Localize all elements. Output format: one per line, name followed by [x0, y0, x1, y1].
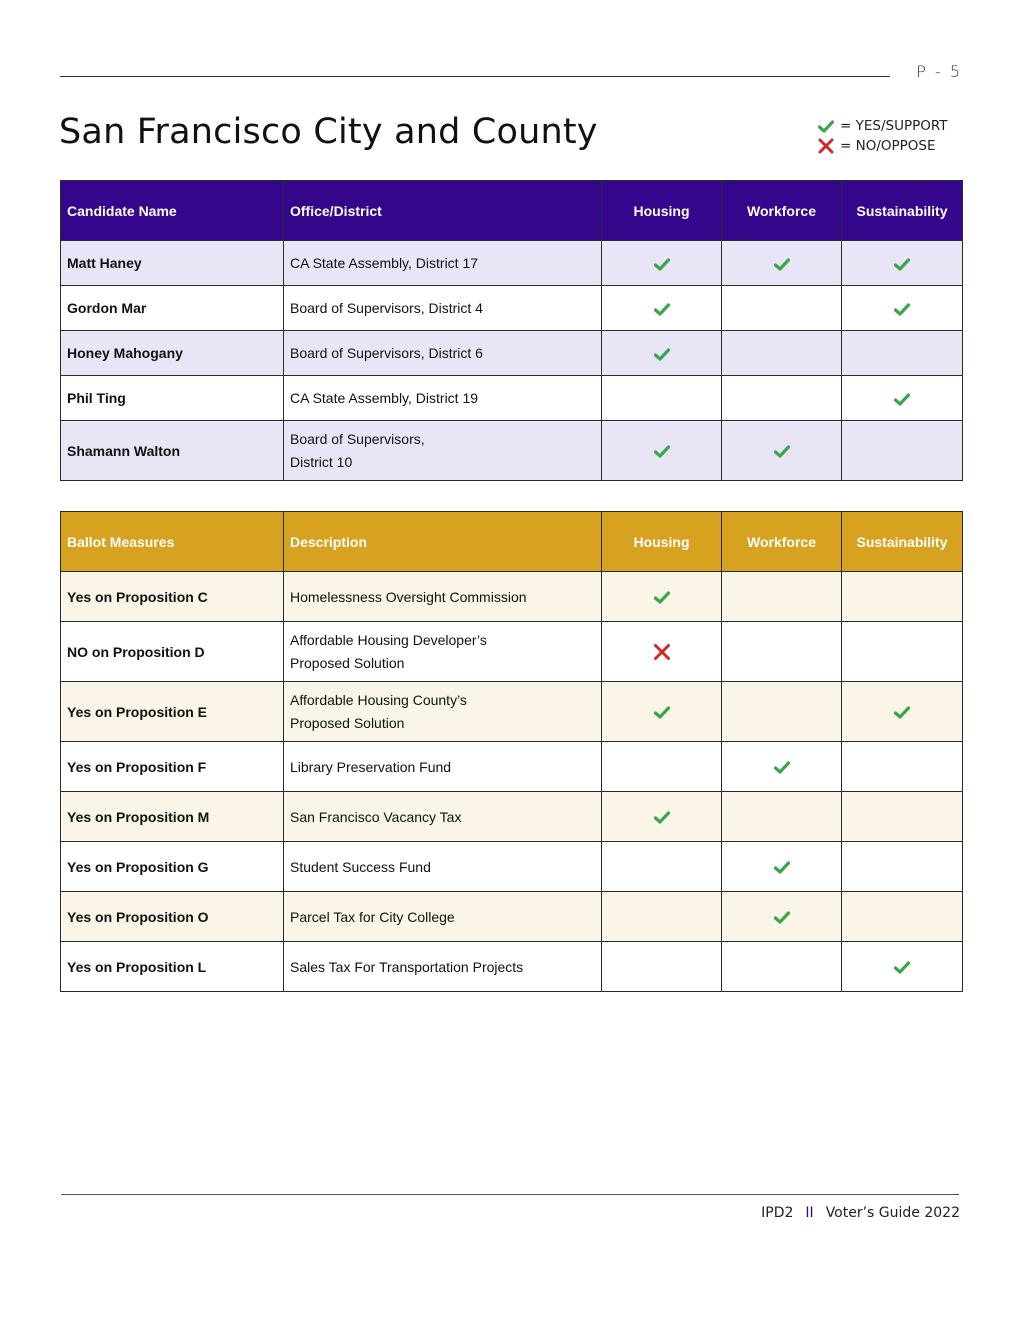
office-line: District 10	[290, 453, 353, 470]
col-housing: Housing	[602, 181, 722, 241]
measure-name: Yes on Proposition F	[61, 742, 284, 792]
ballot-measures-table	[60, 511, 963, 992]
legend-yes-label: = YES/SUPPORT	[840, 118, 948, 134]
legend	[815, 116, 948, 156]
candidate-name: Matt Haney	[61, 241, 284, 286]
housing-cell	[602, 421, 722, 481]
sustainability-cell	[842, 286, 963, 331]
page-number: P - 5	[916, 62, 962, 81]
header-rule	[60, 76, 890, 77]
office-line: Board of Supervisors,	[290, 430, 425, 447]
workforce-cell	[722, 376, 842, 421]
workforce-cell	[722, 572, 842, 622]
sustainability-cell	[842, 331, 963, 376]
housing-cell	[602, 892, 722, 942]
workforce-cell	[722, 241, 842, 286]
sustainability-cell	[842, 792, 963, 842]
sustainability-cell	[842, 622, 963, 682]
check-icon	[654, 348, 670, 361]
table-row	[61, 622, 963, 682]
check-icon	[894, 258, 910, 271]
footer-guide: Voter’s Guide 2022	[825, 1205, 960, 1221]
housing-cell	[602, 572, 722, 622]
measure-name: Yes on Proposition L	[61, 942, 284, 992]
footer-org: IPD2	[761, 1205, 794, 1221]
check-icon	[654, 591, 670, 604]
measure-description	[284, 682, 602, 742]
measure-description: San Francisco Vacancy Tax	[284, 792, 602, 842]
candidate-name: Shamann Walton	[61, 421, 284, 481]
candidates-table	[60, 180, 963, 481]
description-line: Affordable Housing County’s	[290, 691, 467, 708]
measure-name: Yes on Proposition M	[61, 792, 284, 842]
table-row	[61, 376, 963, 421]
check-icon	[894, 303, 910, 316]
col-housing: Housing	[602, 512, 722, 572]
housing-cell	[602, 792, 722, 842]
measure-description: Homelessness Oversight Commission	[284, 572, 602, 622]
measure-description: Sales Tax For Transportation Projects	[284, 942, 602, 992]
col-workforce: Workforce	[722, 181, 842, 241]
check-icon	[894, 393, 910, 406]
candidate-office	[284, 421, 602, 481]
workforce-cell	[722, 892, 842, 942]
check-icon	[774, 911, 790, 924]
workforce-cell	[722, 421, 842, 481]
measure-name: Yes on Proposition O	[61, 892, 284, 942]
candidate-office: CA State Assembly, District 17	[284, 241, 602, 286]
housing-cell	[602, 942, 722, 992]
footer-separator: II	[805, 1205, 814, 1221]
description-line: Affordable Housing Developer’s	[290, 631, 487, 648]
candidates-header-row	[61, 181, 963, 241]
check-icon	[654, 303, 670, 316]
footer-rule	[61, 1194, 959, 1195]
housing-cell	[602, 331, 722, 376]
workforce-cell	[722, 622, 842, 682]
workforce-cell	[722, 286, 842, 331]
housing-cell	[602, 241, 722, 286]
candidate-office: CA State Assembly, District 19	[284, 376, 602, 421]
workforce-cell	[722, 331, 842, 376]
measure-name: Yes on Proposition G	[61, 842, 284, 892]
sustainability-cell	[842, 892, 963, 942]
sustainability-cell	[842, 842, 963, 892]
housing-cell	[602, 622, 722, 682]
candidate-office: Board of Supervisors, District 6	[284, 331, 602, 376]
housing-cell	[602, 742, 722, 792]
table-row	[61, 241, 963, 286]
description-line: Proposed Solution	[290, 654, 405, 671]
check-icon	[654, 706, 670, 719]
table-row	[61, 892, 963, 942]
candidate-name: Gordon Mar	[61, 286, 284, 331]
workforce-cell	[722, 682, 842, 742]
check-icon	[774, 761, 790, 774]
legend-no-label: = NO/OPPOSE	[840, 138, 936, 154]
table-row	[61, 942, 963, 992]
housing-cell	[602, 842, 722, 892]
candidate-name: Phil Ting	[61, 376, 284, 421]
table-row	[61, 842, 963, 892]
measure-name: Yes on Proposition E	[61, 682, 284, 742]
candidate-name: Honey Mahogany	[61, 331, 284, 376]
col-sustainability: Sustainability	[842, 181, 963, 241]
measure-description: Student Success Fund	[284, 842, 602, 892]
check-icon	[654, 445, 670, 458]
measure-description: Library Preservation Fund	[284, 742, 602, 792]
measure-name: NO on Proposition D	[61, 622, 284, 682]
workforce-cell	[722, 942, 842, 992]
check-icon	[654, 258, 670, 271]
workforce-cell	[722, 742, 842, 792]
sustainability-cell	[842, 572, 963, 622]
sustainability-cell	[842, 742, 963, 792]
sustainability-cell	[842, 942, 963, 992]
housing-cell	[602, 286, 722, 331]
col-workforce: Workforce	[722, 512, 842, 572]
col-candidate-name: Candidate Name	[61, 181, 284, 241]
legend-no	[815, 136, 948, 156]
table-row	[61, 742, 963, 792]
legend-yes	[815, 116, 948, 136]
table-row	[61, 286, 963, 331]
workforce-cell	[722, 792, 842, 842]
measures-header-row	[61, 512, 963, 572]
measure-name: Yes on Proposition C	[61, 572, 284, 622]
sustainability-cell	[842, 376, 963, 421]
table-row	[61, 331, 963, 376]
check-icon	[894, 961, 910, 974]
housing-cell	[602, 376, 722, 421]
table-row	[61, 682, 963, 742]
col-office-district: Office/District	[284, 181, 602, 241]
col-ballot-measures: Ballot Measures	[61, 512, 284, 572]
table-row	[61, 572, 963, 622]
check-icon	[815, 120, 837, 133]
col-description: Description	[284, 512, 602, 572]
check-icon	[774, 258, 790, 271]
housing-cell	[602, 682, 722, 742]
x-icon	[653, 643, 671, 661]
sustainability-cell	[842, 241, 963, 286]
check-icon	[774, 445, 790, 458]
check-icon	[654, 811, 670, 824]
check-icon	[894, 706, 910, 719]
col-sustainability: Sustainability	[842, 512, 963, 572]
workforce-cell	[722, 842, 842, 892]
footer	[700, 1205, 960, 1221]
table-row	[61, 792, 963, 842]
description-line: Proposed Solution	[290, 714, 405, 731]
measure-description	[284, 622, 602, 682]
sustainability-cell	[842, 682, 963, 742]
check-icon	[774, 861, 790, 874]
x-icon	[815, 138, 837, 154]
measure-description: Parcel Tax for City College	[284, 892, 602, 942]
table-row	[61, 421, 963, 481]
sustainability-cell	[842, 421, 963, 481]
page-title: San Francisco City and County	[59, 112, 598, 152]
candidate-office: Board of Supervisors, District 4	[284, 286, 602, 331]
